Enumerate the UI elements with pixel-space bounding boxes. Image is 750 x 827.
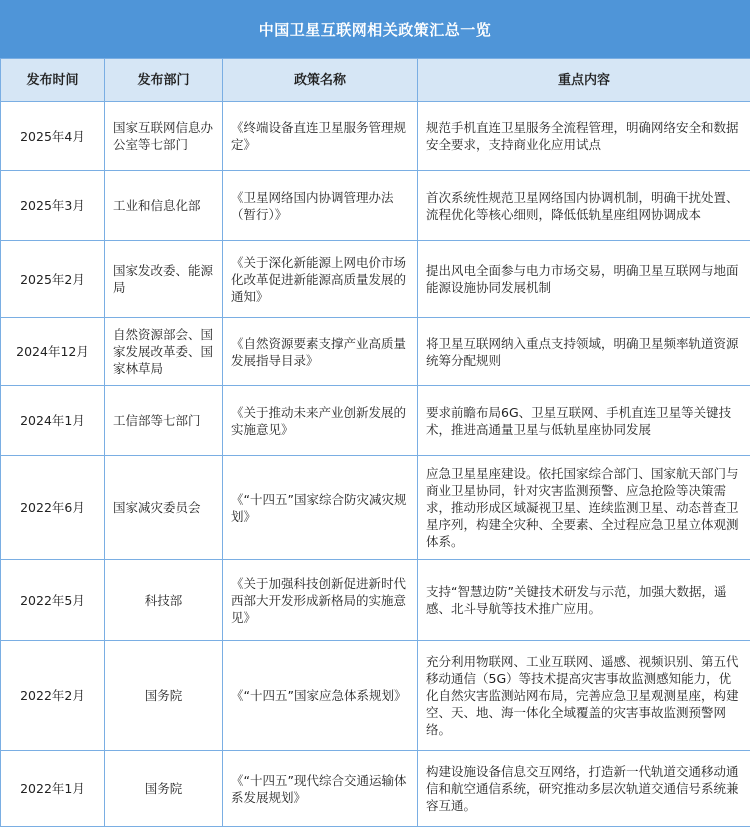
cell-policy: 《卫星网络国内协调管理办法（暂行）》 [223, 171, 418, 241]
cell-dept: 工信部等七部门 [105, 386, 223, 456]
cell-content: 将卫星互联网纳入重点支持领域，明确卫星频率轨道资源统筹分配规则 [418, 318, 750, 386]
table-row [1, 386, 750, 456]
cell-content: 充分利用物联网、工业互联网、遥感、视频识别、第五代移动通信（5G）等技术提高灾害事故监测感知能力，优化自然灾害监测站网布局，完善应急卫星观测星座，构建空、天、地、海一体化全域覆盖的灾害事故监测预警网络。 [418, 641, 750, 751]
table-row [1, 171, 750, 241]
cell-policy: 《终端设备直连卫星服务管理规定》 [223, 102, 418, 171]
cell-date: 2025年4月 [1, 102, 105, 171]
cell-dept: 国务院 [105, 751, 223, 827]
cell-date: 2022年6月 [1, 456, 105, 560]
cell-date: 2024年1月 [1, 386, 105, 456]
cell-content: 构建设施设备信息交互网络，打造新一代轨道交通移动通信和航空通信系统，研究推动多层次轨道交通信号系统兼容互通。 [418, 751, 750, 827]
cell-date: 2025年2月 [1, 241, 105, 318]
table-row [1, 456, 750, 560]
cell-dept: 国家减灾委员会 [105, 456, 223, 560]
header-dept: 发布部门 [105, 59, 223, 102]
table-row [1, 560, 750, 641]
cell-dept: 科技部 [105, 560, 223, 641]
cell-dept: 自然资源部会、国家发展改革委、国家林草局 [105, 318, 223, 386]
header-date: 发布时间 [1, 59, 105, 102]
cell-date: 2024年12月 [1, 318, 105, 386]
cell-date: 2022年5月 [1, 560, 105, 641]
cell-policy: 《关于加强科技创新促进新时代西部大开发形成新格局的实施意见》 [223, 560, 418, 641]
header-row [1, 59, 750, 102]
table-title: 中国卫星互联网相关政策汇总一览 [0, 0, 750, 58]
table-row [1, 318, 750, 386]
header-policy: 政策名称 [223, 59, 418, 102]
cell-date: 2022年1月 [1, 751, 105, 827]
cell-content: 提出风电全面参与电力市场交易，明确卫星互联网与地面能源设施协同发展机制 [418, 241, 750, 318]
cell-content: 首次系统性规范卫星网络国内协调机制，明确干扰处置、流程优化等核心细则，降低低轨星座组网协调成本 [418, 171, 750, 241]
cell-content: 支持“智慧边防”关键技术研发与示范，加强大数据，遥感、北斗导航等技术推广应用。 [418, 560, 750, 641]
cell-content: 应急卫星星座建设。依托国家综合部门、国家航天部门与商业卫星协同，针对灾害监测预警、应急抢险等决策需求，推动形成区域凝视卫星、连续监测卫星、动态普查卫星序列，构建全灾种、全要素、全过程应急卫星立体观测体系。 [418, 456, 750, 560]
cell-dept: 工业和信息化部 [105, 171, 223, 241]
cell-policy: 《“十四五”现代综合交通运输体系发展规划》 [223, 751, 418, 827]
header-content: 重点内容 [418, 59, 750, 102]
cell-policy: 《关于深化新能源上网电价市场化改革促进新能源高质量发展的通知》 [223, 241, 418, 318]
table-row [1, 641, 750, 751]
cell-dept: 国家互联网信息办公室等七部门 [105, 102, 223, 171]
table-row [1, 241, 750, 318]
cell-dept: 国务院 [105, 641, 223, 751]
policy-table [0, 58, 750, 827]
table-row [1, 102, 750, 171]
cell-policy: 《“十四五”国家应急体系规划》 [223, 641, 418, 751]
cell-policy: 《关于推动未来产业创新发展的实施意见》 [223, 386, 418, 456]
table-row [1, 751, 750, 827]
cell-policy: 《“十四五”国家综合防灾减灾规划》 [223, 456, 418, 560]
cell-date: 2022年2月 [1, 641, 105, 751]
cell-dept: 国家发改委、能源局 [105, 241, 223, 318]
cell-policy: 《自然资源要素支撑产业高质量发展指导目录》 [223, 318, 418, 386]
cell-content: 规范手机直连卫星服务全流程管理，明确网络安全和数据安全要求，支持商业化应用试点 [418, 102, 750, 171]
cell-content: 要求前瞻布局6G、卫星互联网、手机直连卫星等关键技术，推进高通量卫星与低轨星座协同发展 [418, 386, 750, 456]
cell-date: 2025年3月 [1, 171, 105, 241]
